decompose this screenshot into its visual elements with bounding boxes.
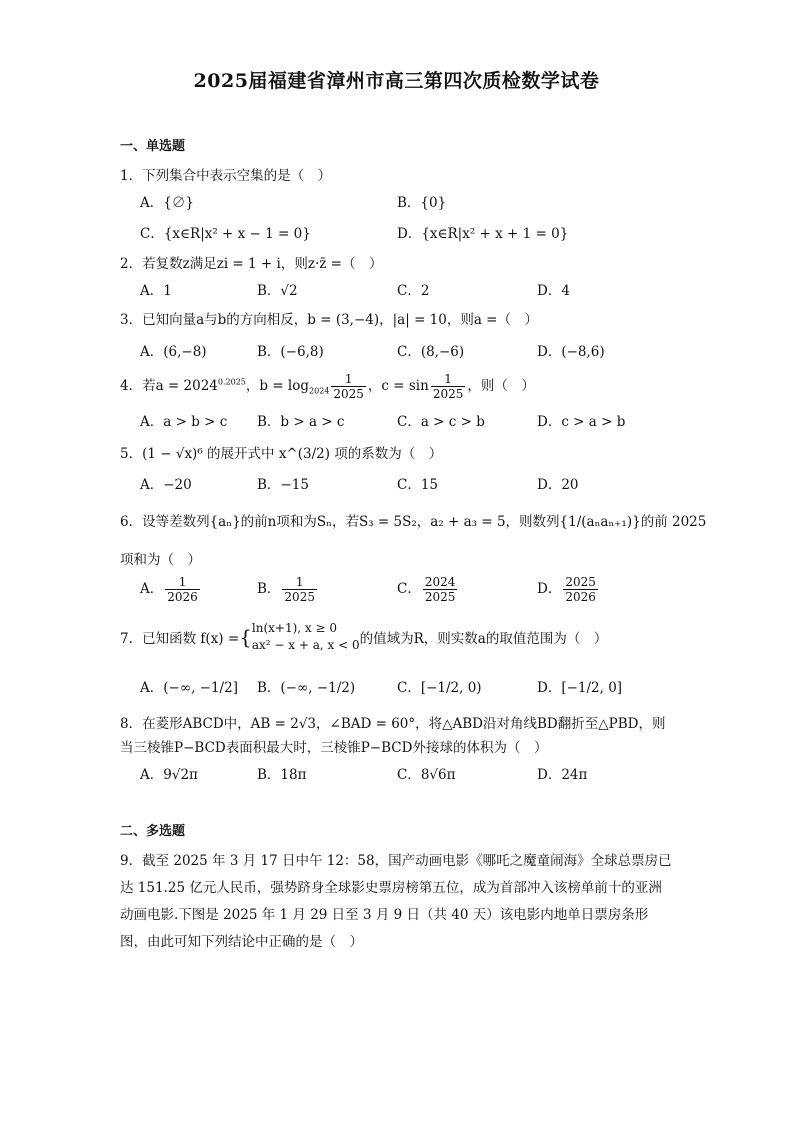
question-4-option-a: A．a > b > c <box>140 414 228 430</box>
question-4-stem <box>120 372 535 401</box>
fraction-numerator: 1 <box>282 575 317 590</box>
fraction-denominator: 2025 <box>284 590 315 604</box>
question-5-stem: 5．(1 − √x)⁶ 的展开式中 x^(3/2) 项的系数为（ ） <box>120 446 443 462</box>
section-heading-single-choice: 一、单选题 <box>120 139 186 154</box>
question-7-stem-pre: 7．已知函数 f(x) = <box>120 631 240 647</box>
piecewise-case-1: ln(x+1), x ≥ 0 <box>251 621 337 635</box>
question-3-stem: 3．已知向量a与b的方向相反，b = (3,−4)，|a| = 10，则a =（ ） <box>120 312 538 328</box>
question-4-log-base: 2024 <box>309 386 330 396</box>
fraction-denominator: 2026 <box>167 590 198 604</box>
question-6-option-c <box>397 575 459 604</box>
question-5-option-c: C．15 <box>397 477 439 493</box>
fraction-denominator: 2026 <box>565 590 596 604</box>
question-6-option-a <box>140 575 202 604</box>
question-8-option-d: D．24π <box>537 767 588 783</box>
section-heading-multiple-choice: 二、多选题 <box>120 824 186 839</box>
question-7-piecewise <box>252 620 360 654</box>
question-5-option-a: A．−20 <box>140 477 192 493</box>
question-7-stem <box>120 620 607 654</box>
option-fraction <box>423 575 458 604</box>
question-4-option-b: B．b > a > c <box>257 414 345 430</box>
question-1-option-d: D．{x∈R|x² + x + 1 = 0} <box>397 226 569 242</box>
question-6-option-d <box>537 575 600 604</box>
question-8-stem-line-2: 当三棱锥P−BCD表面积最大时，三棱锥P−BCD外接球的体积为（ ） <box>120 740 548 756</box>
page-title: 2025届福建省漳州市高三第四次质检数学试卷 <box>193 70 600 92</box>
fraction-numerator: 1 <box>431 372 466 387</box>
question-3-option-b: B．(−6,8) <box>257 344 324 360</box>
option-fraction <box>563 575 598 604</box>
question-2-option-d: D．4 <box>537 283 570 299</box>
question-8-option-c: C．8√6π <box>397 767 456 783</box>
question-7-option-b: B．(−∞, −1/2) <box>257 680 356 696</box>
piecewise-case-2: ax² − x + a, x < 0 <box>251 638 360 652</box>
fraction-numerator: 1 <box>165 575 200 590</box>
question-8-option-b: B．18π <box>257 767 307 783</box>
fraction-numerator: 2024 <box>424 575 456 589</box>
question-7-option-c: C．[−1/2, 0) <box>397 680 482 696</box>
option-fraction <box>282 575 317 604</box>
option-label: C． <box>397 581 421 597</box>
question-2-option-b: B．√2 <box>257 283 298 299</box>
question-8-option-a: A．9√2π <box>140 767 198 783</box>
question-1-option-a: A．{∅} <box>140 195 194 211</box>
question-3-option-c: C．(8,−6) <box>397 344 465 360</box>
question-4-stem-a: 4．若a = 2024 <box>120 378 218 394</box>
question-6-stem-line-2: 项和为（ ） <box>120 552 201 568</box>
question-3-option-d: D．(−8,6) <box>537 344 605 360</box>
fraction-denominator: 2025 <box>333 387 364 401</box>
fraction-denominator: 2025 <box>424 590 456 604</box>
question-3-option-a: A．(6,−8) <box>140 344 207 360</box>
question-7-option-a: A．(−∞, −1/2] <box>140 680 238 696</box>
question-4-option-c: C．a > c > b <box>397 414 485 430</box>
fraction-numerator: 1 <box>331 372 366 387</box>
question-2-option-c: C．2 <box>397 283 430 299</box>
question-4-fraction-b <box>331 372 366 401</box>
question-7-stem-post: 的值域为R，则实数a的取值范围为（ ） <box>359 631 608 647</box>
question-8-stem-line-1: 8．在菱形ABCD中，AB = 2√3，∠BAD = 60°，将△ABD沿对角线BD翻折至△PBD，则 <box>120 716 666 732</box>
question-1-option-b: B．{0} <box>397 195 447 211</box>
question-5-option-b: B．−15 <box>257 477 309 493</box>
question-4-option-d: D．c > a > b <box>537 414 626 430</box>
option-label: D． <box>537 581 562 597</box>
question-4-stem-d: ，则（ ） <box>467 378 535 394</box>
question-1-stem: 1．下列集合中表示空集的是（ ） <box>120 168 332 184</box>
question-2-option-a: A．1 <box>140 283 172 299</box>
question-4-fraction-c <box>431 372 466 401</box>
question-2-stem: 2．若复数z满足zi = 1 + i，则z·z̄ =（ ） <box>120 256 383 272</box>
left-brace-icon: { <box>239 625 252 649</box>
question-4-exponent: 0.2025 <box>217 377 246 387</box>
question-6-stem-line-1: 6．设等差数列{aₙ}的前n项和为Sₙ，若S₃ = 5S₂，a₂ + a₃ = 5，则数列{1/(aₙaₙ₊₁)}的前 2025 <box>120 514 707 530</box>
question-6-option-b <box>257 575 319 604</box>
option-label: A． <box>140 581 164 597</box>
question-9-text: 9．截至 2025 年 3 月 17 日中午 12：58，国产动画电影《哪吒之魔童闹海》全球总票房已达 151.25 亿元人民币，强势跻身全球影史票房榜第五位，成为首部冲入该榜单前十的亚洲动画电影.下图是 2025 年 1 月 29 日至 3 月 9 日（共 40 天）该电影内地单日票房条形图，由此可知下列结论中正确的是（ ） <box>120 853 672 950</box>
question-7-option-d: D．[−1/2, 0] <box>537 680 623 696</box>
question-4-stem-c: ，c = sin <box>367 378 429 394</box>
question-4-stem-b: ，b = log <box>245 378 310 394</box>
option-label: B． <box>257 581 281 597</box>
question-1-option-c: C．{x∈R|x² + x − 1 = 0} <box>140 226 311 242</box>
question-5-option-d: D．20 <box>537 477 579 493</box>
fraction-numerator: 2025 <box>565 575 596 589</box>
option-fraction <box>165 575 200 604</box>
fraction-denominator: 2025 <box>432 387 464 401</box>
